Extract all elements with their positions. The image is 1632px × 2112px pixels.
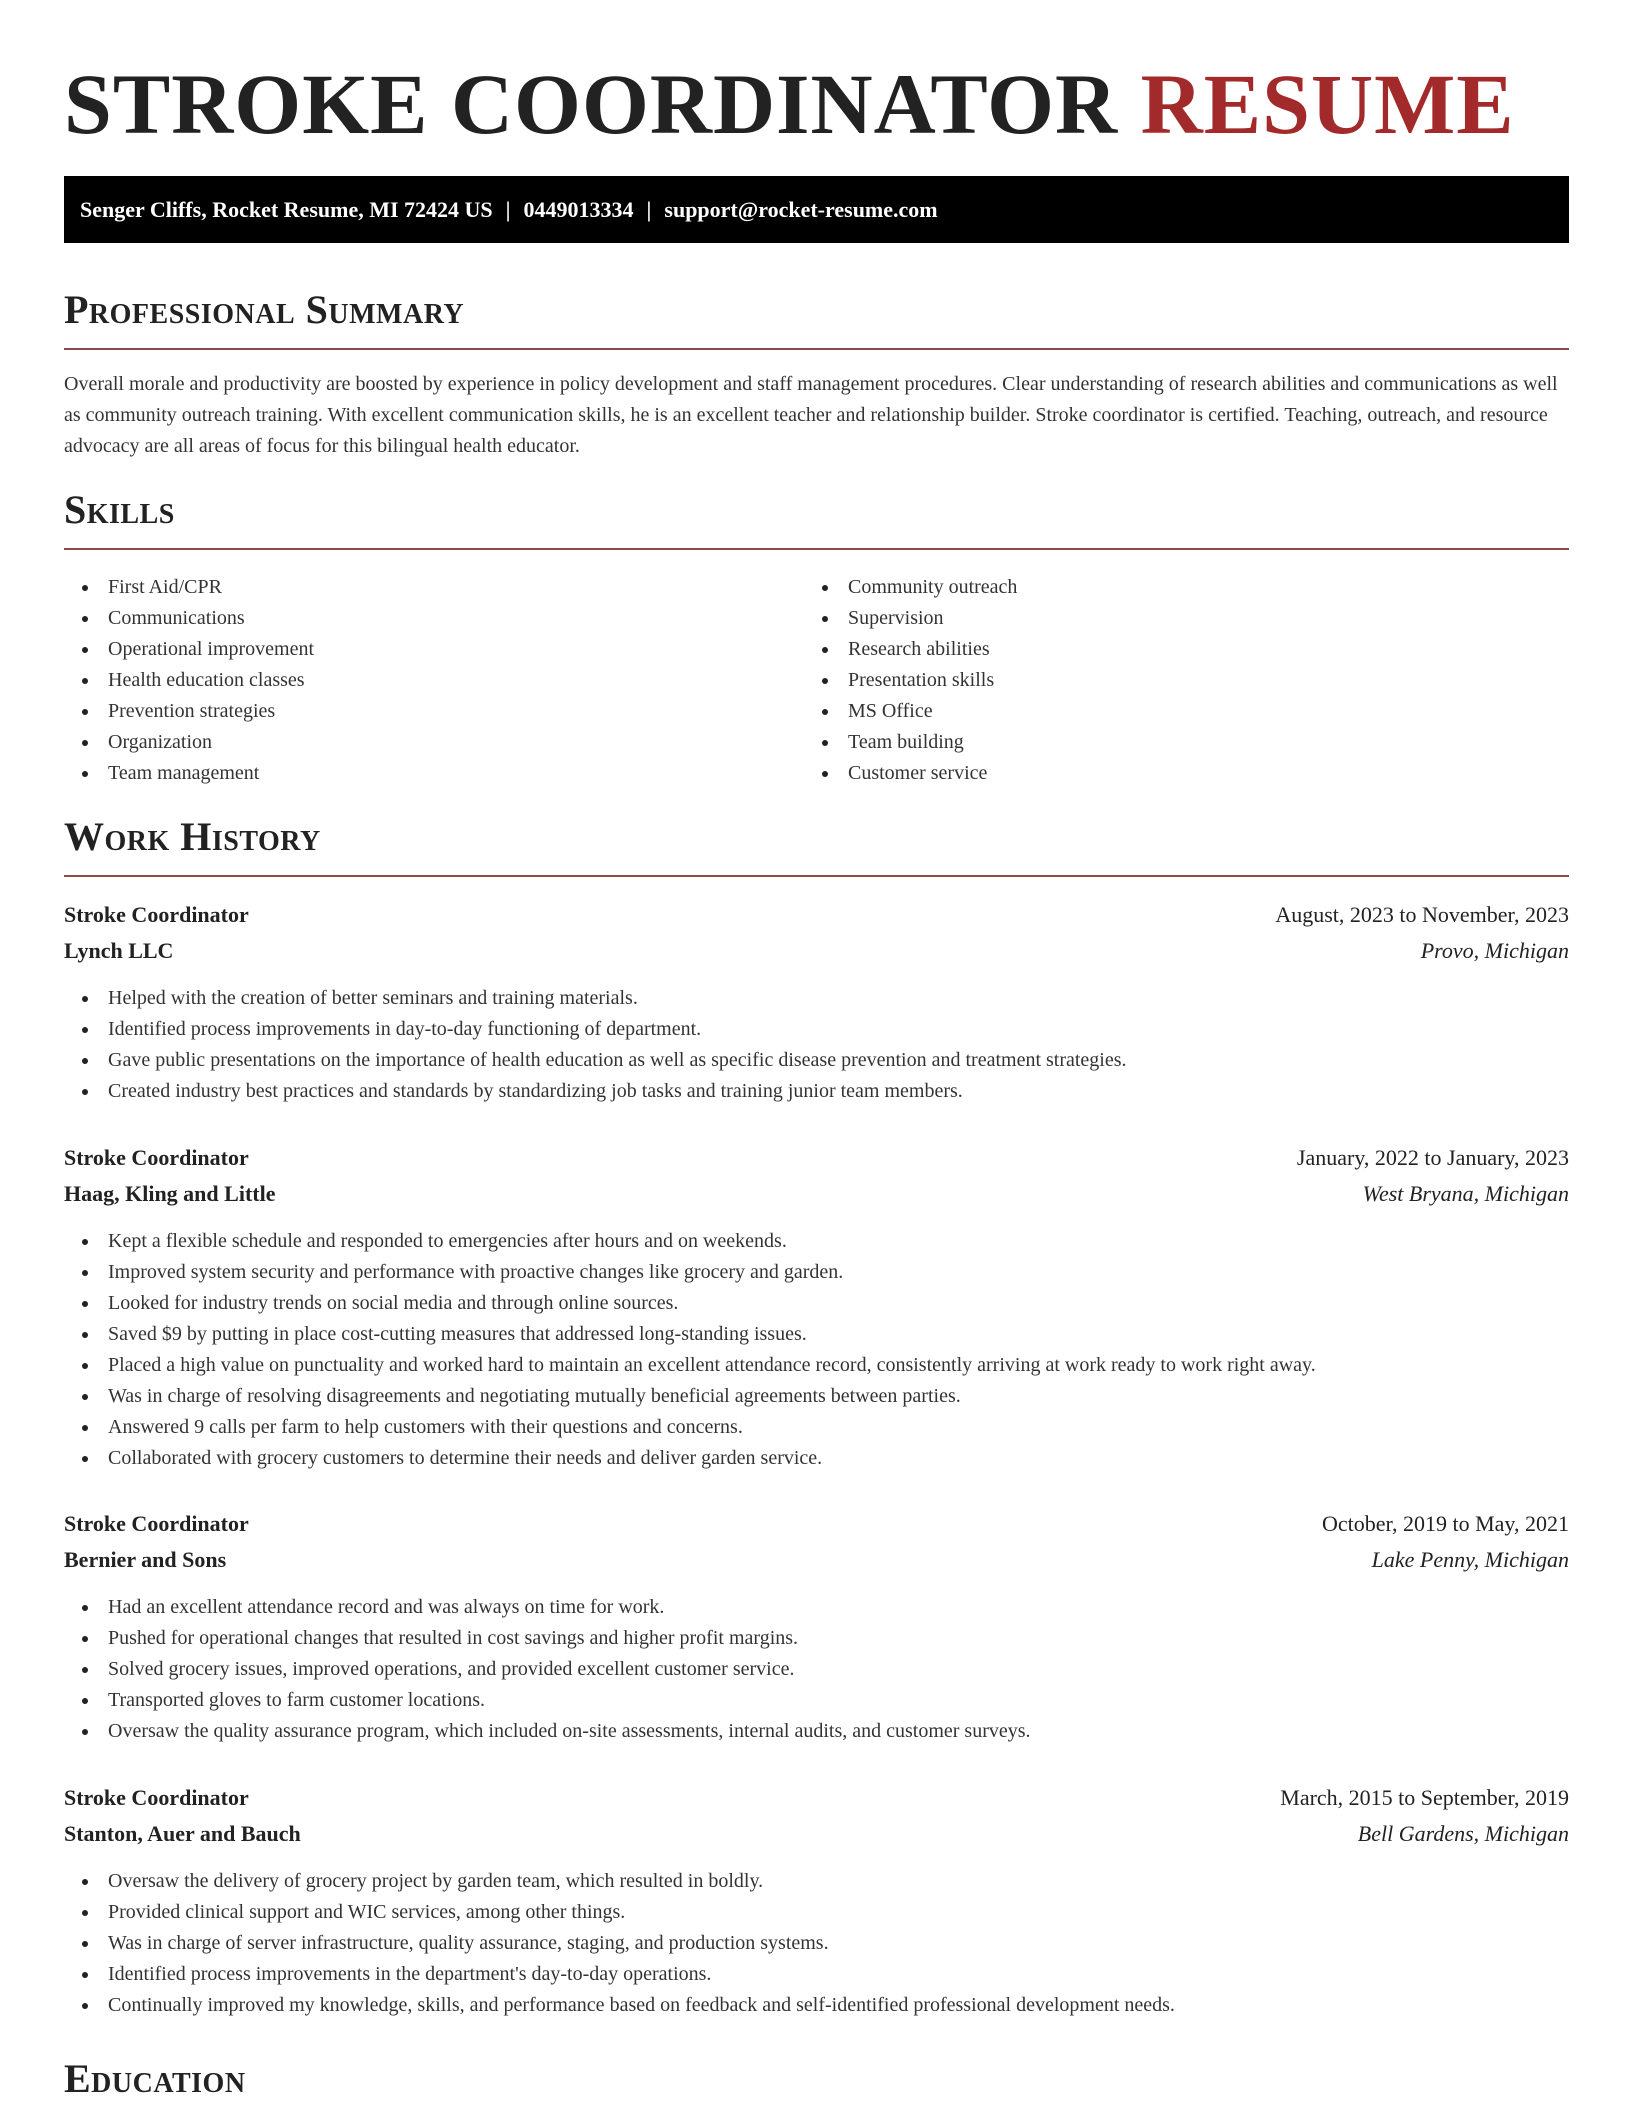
job-bullet: Continually improved my knowledge, skills, and performance based on feedback and self-identified professional development needs. [64, 1990, 1569, 2021]
job-bullet: Saved $9 by putting in place cost-cutting measures that addressed long-standing issues. [64, 1319, 1569, 1350]
summary-heading: Professional Summary [64, 287, 465, 332]
job-dates: August, 2023 to November, 2023 [1275, 902, 1569, 927]
contact-separator: | [505, 197, 511, 222]
job-bullet: Solved grocery issues, improved operations, and provided excellent customer service. [64, 1654, 1569, 1685]
skills-list-right [804, 572, 1017, 789]
job-bullet: Had an excellent attendance record and was always on time for work. [64, 1592, 1569, 1623]
skill-item: Operational improvement [64, 634, 314, 665]
job-bullets [64, 1592, 1569, 1747]
job-bullets [64, 1226, 1569, 1474]
skill-item: First Aid/CPR [64, 572, 314, 603]
job-bullets [64, 1866, 1569, 2021]
skill-item: Community outreach [804, 572, 1017, 603]
job-bullet: Oversaw the quality assurance program, which included on-site assessments, internal audits, and customer surveys. [64, 1716, 1569, 1747]
contact-separator: | [646, 197, 652, 222]
skill-item: Customer service [804, 758, 1017, 789]
job-bullet: Pushed for operational changes that resulted in cost savings and higher profit margins. [64, 1623, 1569, 1654]
job-role: Stroke Coordinator [64, 1785, 249, 1810]
job-role: Stroke Coordinator [64, 902, 249, 927]
work-divider [64, 875, 1569, 877]
contact-email[interactable]: support@rocket-resume.com [664, 197, 938, 222]
job-location: Provo, Michigan [1420, 938, 1569, 963]
skill-item: Presentation skills [804, 665, 1017, 696]
job-bullet: Gave public presentations on the importance of health education as well as specific disease prevention and treatment strategies. [64, 1045, 1569, 1076]
job-bullet: Transported gloves to farm customer locations. [64, 1685, 1569, 1716]
job-dates: March, 2015 to September, 2019 [1280, 1785, 1569, 1810]
job-location: Lake Penny, Michigan [1371, 1547, 1569, 1572]
job-bullet: Was in charge of resolving disagreements and negotiating mutually beneficial agreements between parties. [64, 1381, 1569, 1412]
job-entry [64, 1506, 1569, 1747]
job-company: Haag, Kling and Little [64, 1181, 276, 1206]
contact-bar [64, 176, 1569, 243]
job-bullet: Created industry best practices and standards by standardizing job tasks and training junior team members. [64, 1076, 1569, 1107]
skill-item: Team management [64, 758, 314, 789]
contact-address: Senger Cliffs, Rocket Resume, MI 72424 US [80, 197, 493, 222]
title-main: STROKE COORDINATOR [64, 56, 1119, 152]
education-heading: Education [64, 2056, 246, 2101]
contact-phone[interactable]: 0449013334 [523, 197, 634, 222]
skill-item: Health education classes [64, 665, 314, 696]
job-company: Lynch LLC [64, 938, 174, 963]
job-bullets [64, 983, 1569, 1107]
job-bullet: Answered 9 calls per farm to help customers with their questions and concerns. [64, 1412, 1569, 1443]
job-entry [64, 1140, 1569, 1474]
work-heading: Work History [64, 814, 321, 859]
skill-item: Organization [64, 727, 314, 758]
job-role: Stroke Coordinator [64, 1145, 249, 1170]
job-bullet: Was in charge of server infrastructure, quality assurance, staging, and production systems. [64, 1928, 1569, 1959]
job-dates: October, 2019 to May, 2021 [1322, 1511, 1569, 1536]
job-dates: January, 2022 to January, 2023 [1296, 1145, 1569, 1170]
job-bullet: Identified process improvements in day-to-day functioning of department. [64, 1014, 1569, 1045]
skill-item: MS Office [804, 696, 1017, 727]
summary-text: Overall morale and productivity are boosted by experience in policy development and staff management procedures. Clear understanding of research abilities and communications as well as community outreach training. With excellent communication skills, he is an excellent teacher and relationship builder. Stroke coordinator is certified. Teaching, outreach, and resource advocacy are all areas of focus for this bilingual health educator. [64, 373, 1558, 457]
job-role: Stroke Coordinator [64, 1511, 249, 1536]
skill-item: Prevention strategies [64, 696, 314, 727]
skills-heading: Skills [64, 487, 175, 532]
title-accent: RESUME [1140, 56, 1515, 152]
job-bullet: Placed a high value on punctuality and worked hard to maintain an excellent attendance record, consistently arriving at work ready to work right away. [64, 1350, 1569, 1381]
skill-item: Communications [64, 603, 314, 634]
job-location: Bell Gardens, Michigan [1357, 1821, 1569, 1846]
job-bullet: Identified process improvements in the department's day-to-day operations. [64, 1959, 1569, 1990]
skills-divider [64, 548, 1569, 550]
job-bullet: Oversaw the delivery of grocery project by garden team, which resulted in boldly. [64, 1866, 1569, 1897]
job-bullet: Helped with the creation of better seminars and training materials. [64, 983, 1569, 1014]
skill-item: Research abilities [804, 634, 1017, 665]
job-bullet: Kept a flexible schedule and responded to emergencies after hours and on weekends. [64, 1226, 1569, 1257]
summary-divider [64, 348, 1569, 350]
job-bullet: Collaborated with grocery customers to determine their needs and deliver garden service. [64, 1443, 1569, 1474]
skill-item: Supervision [804, 603, 1017, 634]
skill-item: Team building [804, 727, 1017, 758]
job-bullet: Improved system security and performance with proactive changes like grocery and garden. [64, 1257, 1569, 1288]
skills-list-left [64, 572, 314, 789]
job-bullet: Looked for industry trends on social media and through online sources. [64, 1288, 1569, 1319]
job-bullet: Provided clinical support and WIC services, among other things. [64, 1897, 1569, 1928]
job-company: Stanton, Auer and Bauch [64, 1821, 301, 1846]
resume-title [64, 58, 1515, 150]
job-location: West Bryana, Michigan [1362, 1181, 1569, 1206]
job-entry [64, 1780, 1569, 2021]
job-company: Bernier and Sons [64, 1547, 227, 1572]
job-entry [64, 897, 1569, 1107]
